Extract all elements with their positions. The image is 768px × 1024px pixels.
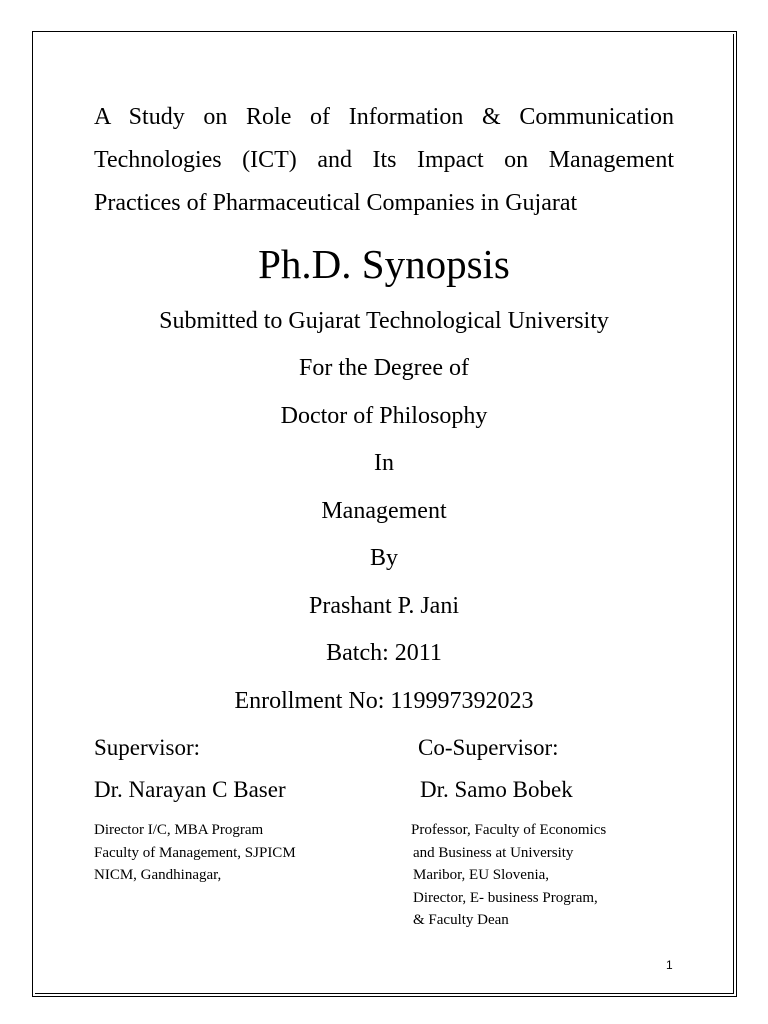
co-supervisor-detail-line: & Faculty Dean <box>413 912 509 929</box>
degree-in: In <box>374 450 394 476</box>
thesis-title <box>94 96 674 225</box>
supervisor-name: Dr. Narayan C Baser <box>94 777 286 802</box>
document-heading: Ph.D. Synopsis <box>258 241 510 287</box>
supervisor-details <box>94 819 296 887</box>
co-supervisor-detail-line: Director, E- business Program, <box>413 889 598 906</box>
thesis-title-line: Technologies (ICT) and Its Impact on Management <box>94 147 674 173</box>
co-supervisor-detail-line: Maribor, EU Slovenia, <box>413 867 550 884</box>
co-supervisor-details <box>411 819 606 932</box>
page-number: 1 <box>666 958 673 972</box>
by-label: By <box>369 545 398 571</box>
degree-name: Doctor of Philosophy <box>280 403 488 429</box>
co-supervisor-detail-line: and Business at University <box>413 844 574 861</box>
thesis-title-line: Practices of Pharmaceutical Companies in Gujarat <box>94 190 578 216</box>
co-supervisor-label: Co-Supervisor: <box>418 735 559 760</box>
degree-intro: For the Degree of <box>299 355 469 381</box>
batch: Batch: 2011 <box>326 640 442 666</box>
supervisor-detail-line: NICM, Gandhinagar, <box>94 867 222 884</box>
co-supervisor-name: Dr. Samo Bobek <box>420 777 573 802</box>
submitted-to: Submitted to Gujarat Technological University <box>159 308 609 334</box>
author-name: Prashant P. Jani <box>309 593 459 619</box>
co-supervisor-detail-line: Professor, Faculty of Economics <box>411 822 607 838</box>
degree-field: Management <box>321 498 447 524</box>
supervisor-detail-line: Director I/C, MBA Program <box>94 822 264 838</box>
enrollment-number: Enrollment No: 119997392023 <box>234 688 534 714</box>
supervisor-detail-line: Faculty of Management, SJPICM <box>94 844 296 861</box>
supervisor-label: Supervisor: <box>94 735 201 760</box>
thesis-title-line: A Study on Role of Information & Communication <box>94 104 674 130</box>
